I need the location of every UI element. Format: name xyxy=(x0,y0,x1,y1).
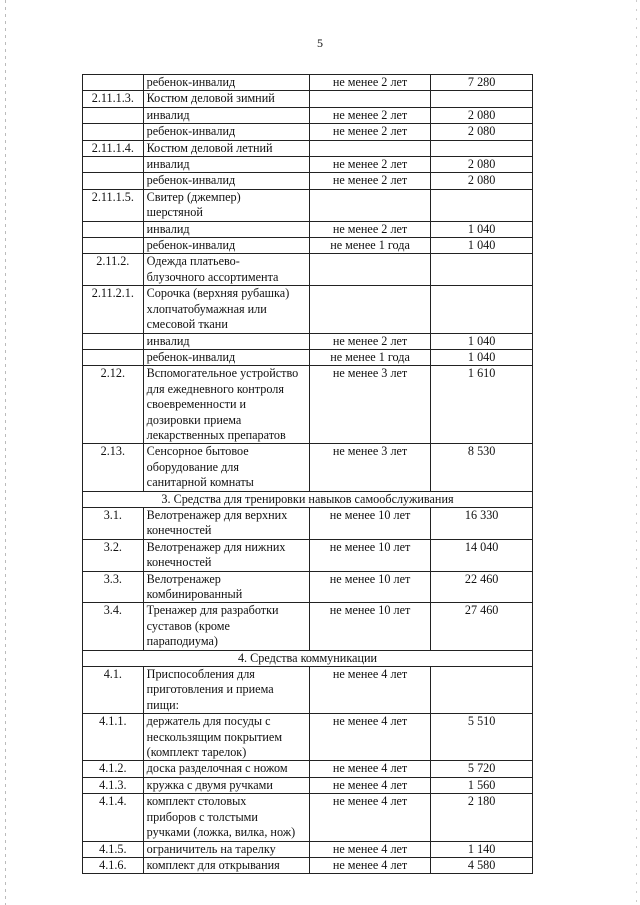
item-term: не менее 4 лет xyxy=(309,777,430,793)
item-name: кружка с двумя ручками xyxy=(143,777,309,793)
table-row xyxy=(83,761,533,777)
item-price: 5 720 xyxy=(431,761,533,777)
item-number: 2.11.1.5. xyxy=(83,189,144,221)
item-number: 4.1. xyxy=(83,667,144,714)
item-price: 2 180 xyxy=(431,794,533,841)
item-name: Сенсорное бытовое оборудование для санитарной комнаты xyxy=(143,444,309,491)
item-term: не менее 10 лет xyxy=(309,539,430,571)
item-number: 2.13. xyxy=(83,444,144,491)
item-price: 1 140 xyxy=(431,841,533,857)
item-term: не менее 2 лет xyxy=(309,157,430,173)
section-row xyxy=(83,491,533,507)
item-number: 3.3. xyxy=(83,571,144,603)
item-term: не менее 2 лет xyxy=(309,333,430,349)
item-term: не менее 2 лет xyxy=(309,124,430,140)
item-name: инвалид xyxy=(143,221,309,237)
item-term: не менее 4 лет xyxy=(309,841,430,857)
table-row xyxy=(83,539,533,571)
item-price xyxy=(431,286,533,333)
page-number: 5 xyxy=(317,36,323,50)
item-number: 2.11.1.4. xyxy=(83,140,144,156)
item-name: ребенок-инвалид xyxy=(143,124,309,140)
item-price xyxy=(431,91,533,107)
item-term: не менее 2 лет xyxy=(309,75,430,91)
item-name: Тренажер для разработки суставов (кроме параподиума) xyxy=(143,603,309,650)
item-number: 3.1. xyxy=(83,507,144,539)
item-term: не менее 4 лет xyxy=(309,794,430,841)
item-name: держатель для посуды с нескользящим покрытием (комплект тарелок) xyxy=(143,714,309,761)
item-name: доска разделочная с ножом xyxy=(143,761,309,777)
item-price: 4 580 xyxy=(431,857,533,873)
item-name: инвалид xyxy=(143,333,309,349)
item-term xyxy=(309,140,430,156)
item-price xyxy=(431,254,533,286)
table-row xyxy=(83,667,533,714)
table-row xyxy=(83,286,533,333)
scan-edge-right xyxy=(636,0,637,905)
item-number: 4.1.1. xyxy=(83,714,144,761)
item-term xyxy=(309,286,430,333)
table-row xyxy=(83,841,533,857)
item-price: 5 510 xyxy=(431,714,533,761)
table-row xyxy=(83,794,533,841)
item-name: Костюм деловой зимний xyxy=(143,91,309,107)
table-row xyxy=(83,366,533,444)
table-row xyxy=(83,124,533,140)
table-row xyxy=(83,857,533,873)
item-price: 16 330 xyxy=(431,507,533,539)
item-price: 22 460 xyxy=(431,571,533,603)
item-term xyxy=(309,91,430,107)
table-row xyxy=(83,75,533,91)
item-number xyxy=(83,107,144,123)
item-number xyxy=(83,157,144,173)
item-term: не менее 3 лет xyxy=(309,366,430,444)
item-term: не менее 1 года xyxy=(309,238,430,254)
item-term: не менее 10 лет xyxy=(309,507,430,539)
item-price: 2 080 xyxy=(431,173,533,189)
item-price: 1 560 xyxy=(431,777,533,793)
item-term: не менее 1 года xyxy=(309,349,430,365)
item-name: Велотренажер комбинированный xyxy=(143,571,309,603)
item-name: инвалид xyxy=(143,157,309,173)
item-number xyxy=(83,333,144,349)
table-row xyxy=(83,107,533,123)
item-number xyxy=(83,124,144,140)
item-name: Вспомогательное устройство для ежедневного контроля своевременности и дозировки приема лекарственных препаратов xyxy=(143,366,309,444)
item-name: комплект столовых приборов с толстыми ручками (ложка, вилка, нож) xyxy=(143,794,309,841)
table-row xyxy=(83,333,533,349)
item-term: не менее 2 лет xyxy=(309,107,430,123)
table-row xyxy=(83,189,533,221)
item-price xyxy=(431,140,533,156)
item-name: Одежда платьево- блузочного ассортимента xyxy=(143,254,309,286)
item-name: ребенок-инвалид xyxy=(143,349,309,365)
provision-table xyxy=(82,74,533,874)
item-term: не менее 10 лет xyxy=(309,571,430,603)
item-price: 1 040 xyxy=(431,349,533,365)
item-number: 2.11.1.3. xyxy=(83,91,144,107)
item-term: не менее 2 лет xyxy=(309,173,430,189)
table-row xyxy=(83,714,533,761)
item-name: ребенок-инвалид xyxy=(143,75,309,91)
item-name: ребенок-инвалид xyxy=(143,173,309,189)
item-number: 3.4. xyxy=(83,603,144,650)
item-name: Велотренажер для нижних конечностей xyxy=(143,539,309,571)
item-term: не менее 4 лет xyxy=(309,714,430,761)
item-name: ребенок-инвалид xyxy=(143,238,309,254)
item-price: 2 080 xyxy=(431,157,533,173)
item-price: 27 460 xyxy=(431,603,533,650)
item-number: 3.2. xyxy=(83,539,144,571)
item-name: Костюм деловой летний xyxy=(143,140,309,156)
item-number: 4.1.6. xyxy=(83,857,144,873)
table-row xyxy=(83,603,533,650)
section-title: 3. Средства для тренировки навыков самообслуживания xyxy=(83,491,533,507)
section-title: 4. Средства коммуникации xyxy=(83,650,533,666)
item-number xyxy=(83,75,144,91)
item-term xyxy=(309,254,430,286)
item-name: Сорочка (верхняя рубашка) хлопчатобумажная или смесовой ткани xyxy=(143,286,309,333)
table-row xyxy=(83,777,533,793)
item-name: комплект для открывания xyxy=(143,857,309,873)
item-number: 4.1.5. xyxy=(83,841,144,857)
item-number: 2.12. xyxy=(83,366,144,444)
item-term: не менее 3 лет xyxy=(309,444,430,491)
scan-edge-left xyxy=(5,0,6,905)
table-row xyxy=(83,571,533,603)
item-price: 1 610 xyxy=(431,366,533,444)
item-price xyxy=(431,189,533,221)
table-row xyxy=(83,238,533,254)
item-number: 4.1.3. xyxy=(83,777,144,793)
item-number: 4.1.4. xyxy=(83,794,144,841)
item-price: 2 080 xyxy=(431,107,533,123)
table-row xyxy=(83,157,533,173)
item-number xyxy=(83,238,144,254)
item-term xyxy=(309,189,430,221)
item-number: 2.11.2.1. xyxy=(83,286,144,333)
item-price: 7 280 xyxy=(431,75,533,91)
table-row xyxy=(83,444,533,491)
item-name: инвалид xyxy=(143,107,309,123)
table-row xyxy=(83,91,533,107)
section-row xyxy=(83,650,533,666)
item-name: Велотренажер для верхних конечностей xyxy=(143,507,309,539)
item-term: не менее 2 лет xyxy=(309,221,430,237)
item-price: 14 040 xyxy=(431,539,533,571)
item-number xyxy=(83,173,144,189)
item-number xyxy=(83,221,144,237)
item-term: не менее 4 лет xyxy=(309,667,430,714)
item-name: ограничитель на тарелку xyxy=(143,841,309,857)
item-price: 1 040 xyxy=(431,221,533,237)
item-price: 2 080 xyxy=(431,124,533,140)
item-price: 8 530 xyxy=(431,444,533,491)
table-row xyxy=(83,254,533,286)
item-number: 2.11.2. xyxy=(83,254,144,286)
item-term: не менее 4 лет xyxy=(309,857,430,873)
item-price: 1 040 xyxy=(431,238,533,254)
item-price: 1 040 xyxy=(431,333,533,349)
item-number xyxy=(83,349,144,365)
table-row xyxy=(83,221,533,237)
table-row xyxy=(83,173,533,189)
table-row xyxy=(83,349,533,365)
table-row xyxy=(83,140,533,156)
item-name: Свитер (джемпер) шерстяной xyxy=(143,189,309,221)
item-term: не менее 4 лет xyxy=(309,761,430,777)
item-price xyxy=(431,667,533,714)
table-row xyxy=(83,507,533,539)
item-term: не менее 10 лет xyxy=(309,603,430,650)
item-number: 4.1.2. xyxy=(83,761,144,777)
item-name: Приспособления для приготовления и приема пищи: xyxy=(143,667,309,714)
